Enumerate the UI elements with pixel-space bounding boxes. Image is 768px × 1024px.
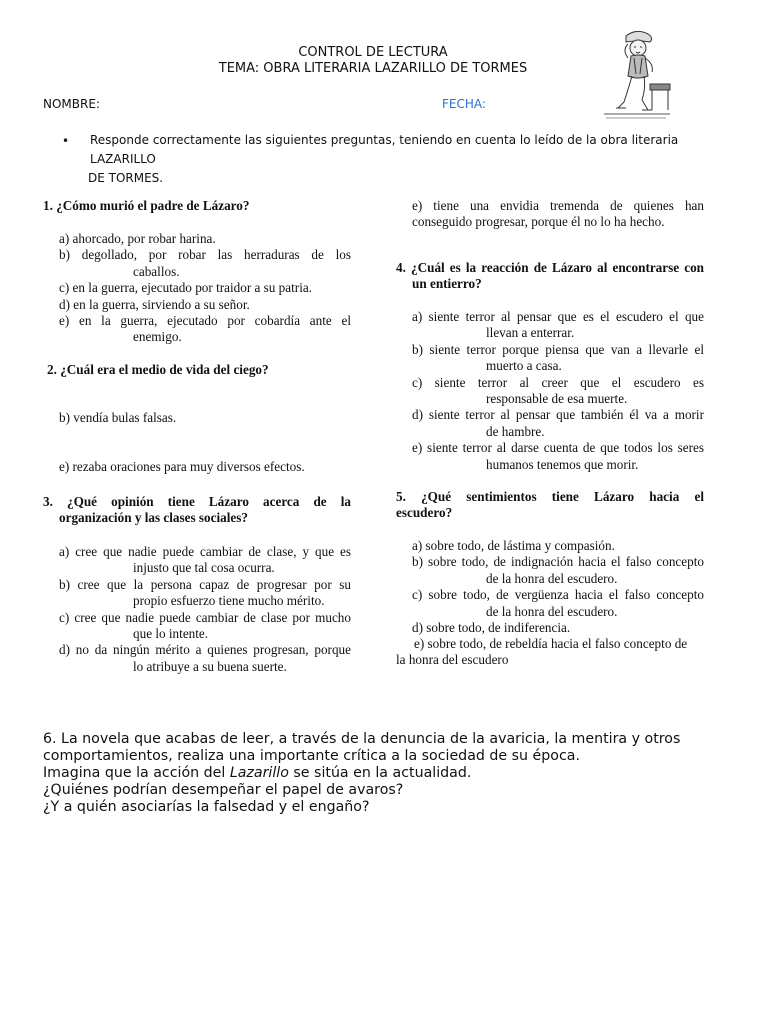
q1-option-a: a) ahorcado, por robar harina. <box>59 231 216 246</box>
q1-option-b-line2: caballos. <box>133 263 180 279</box>
q1-option-e-line2: enemigo. <box>133 329 182 345</box>
q3-option-b-line1: b) cree que la persona capaz de progresar por su <box>59 576 351 592</box>
q5-option-e <box>396 636 704 669</box>
q3-option-b-line2: propio esfuerzo tiene mucho mérito. <box>133 593 325 609</box>
question-5 <box>396 489 704 522</box>
q4-option-c-line2: responsable de esa muerte. <box>486 391 628 407</box>
q2-option-e: e) rezaba oraciones para muy diversos efectos. <box>59 459 305 474</box>
q4-line-1: 4. ¿Cuál es la reacción de Lázaro al encontrarse con <box>396 260 704 275</box>
q5-option-e-line1: e) sobre todo, de rebeldía hacia el falso concepto de <box>414 636 688 651</box>
question-4 <box>396 260 704 293</box>
q4-option-e-line1: e) siente terror al darse cuenta de que todos los seres <box>412 440 704 456</box>
q3-option-d-line2: lo atribuye a su buena suerte. <box>133 658 287 674</box>
q5-line-2: escudero? <box>396 505 453 521</box>
question-3-options <box>59 544 351 675</box>
question-3 <box>43 494 351 527</box>
date-field-label: FECHA: <box>442 97 486 111</box>
q1-option-e-line1: e) en la guerra, ejecutado por cobardía ante el <box>59 313 351 329</box>
q4-option-a-line1: a) siente terror al pensar que es el escudero el que <box>412 309 704 324</box>
q3-option-d-line1: d) no da ningún mérito a quienes progresan, porque <box>59 642 351 658</box>
q3-option-e <box>412 198 704 231</box>
q4-option-d-line1: d) siente terror al pensar que también él va a morir <box>412 407 704 423</box>
question-1-options <box>59 231 351 346</box>
q6-line-2: comportamientos, realiza una importante crítica a la sociedad de su época. <box>43 748 580 764</box>
q5-option-a: a) sobre todo, de lástima y compasión. <box>412 538 615 553</box>
q3-line-1: 3. ¿Qué opinión tiene Lázaro acerca de la <box>43 494 351 509</box>
q5-option-b-line2: de la honra del escudero. <box>486 570 618 586</box>
q5-line-1: 5. ¿Qué sentimientos tiene Lázaro hacia el <box>396 489 704 504</box>
q4-option-d-line2: de hambre. <box>486 423 545 439</box>
q5-option-c-line2: de la honra del escudero. <box>486 603 618 619</box>
q6-line-5: ¿Y a quién asociarías la falsedad y el engaño? <box>43 799 370 815</box>
q3-option-a-line2: injusto que tal cosa ocurra. <box>133 560 275 576</box>
q3-option-e-line1: e) tiene una envidia tremenda de quienes han <box>412 198 704 213</box>
instructions-line-1: Responde correctamente las siguientes preguntas, teniendo en cuenta lo leído de la obra literaria LAZARILLO <box>90 133 679 166</box>
q1-option-b-line1: b) degollado, por robar las herraduras de los <box>59 247 351 263</box>
instructions <box>62 131 712 188</box>
q6-line-3-pre: Imagina que la acción del <box>43 765 230 781</box>
q4-line-2: un entierro? <box>412 276 482 292</box>
title-line-2: TEMA: OBRA LITERARIA LAZARILLO DE TORMES <box>218 61 528 76</box>
question-4-options <box>412 309 704 473</box>
q5-option-b-line1: b) sobre todo, de indignación hacia el falso concepto <box>412 554 704 570</box>
title-line-1: CONTROL DE LECTURA <box>298 45 448 60</box>
question-1: 1. ¿Cómo murió el padre de Lázaro? <box>43 198 250 213</box>
q6-line-1: 6. La novela que acabas de leer, a través de la denuncia de la avaricia, la mentira y otros <box>43 731 681 747</box>
q3-option-c-line2: que lo intente. <box>133 626 209 642</box>
q4-option-b-line2: muerto a casa. <box>486 358 562 374</box>
lazarillo-illustration <box>598 28 676 128</box>
question-5-options <box>412 538 704 636</box>
q5-option-c-line1: c) sobre todo, de vergüenza hacia el falso concepto <box>412 587 704 603</box>
q3-line-2: organización y las clases sociales? <box>59 510 249 526</box>
question-2: 2. ¿Cuál era el medio de vida del ciego? <box>47 362 269 377</box>
q3-option-c-line1: c) cree que nadie puede cambiar de clase por mucho <box>59 609 351 625</box>
instructions-line-2: DE TORMES. <box>88 171 164 185</box>
q4-option-a-line2: llevan a enterrar. <box>486 325 575 341</box>
q5-option-d: d) sobre todo, de indiferencia. <box>412 620 571 636</box>
q3-option-a-line1: a) cree que nadie puede cambiar de clase, y que es <box>59 544 351 559</box>
q4-option-b-line1: b) siente terror porque piensa que van a llevarle el <box>412 341 704 357</box>
q6-title-lazarillo: Lazarillo <box>229 765 289 781</box>
q6-line-4: ¿Quiénes podrían desempeñar el papel de avaros? <box>43 782 404 798</box>
q3-option-e-line2: conseguido progresar, porque él no lo ha hecho. <box>412 214 665 230</box>
q4-option-e-line2: humanos tenemos que morir. <box>486 456 639 472</box>
q4-option-c-line1: c) siente terror al creer que el escudero es <box>412 374 704 390</box>
q5-option-e-line2: la honra del escudero <box>396 652 509 668</box>
q1-option-d: d) en la guerra, sirviendo a su señor. <box>59 296 250 312</box>
q2-option-b: b) vendía bulas falsas. <box>59 410 177 425</box>
q6-line-3 <box>43 765 733 782</box>
question-6 <box>43 731 733 816</box>
name-field-label: NOMBRE: <box>43 97 100 111</box>
q1-option-c: c) en la guerra, ejecutado por traidor a su patria. <box>59 280 313 296</box>
q6-line-3-post: se sitúa en la actualidad. <box>288 765 472 781</box>
bullet-icon: • <box>62 134 70 148</box>
